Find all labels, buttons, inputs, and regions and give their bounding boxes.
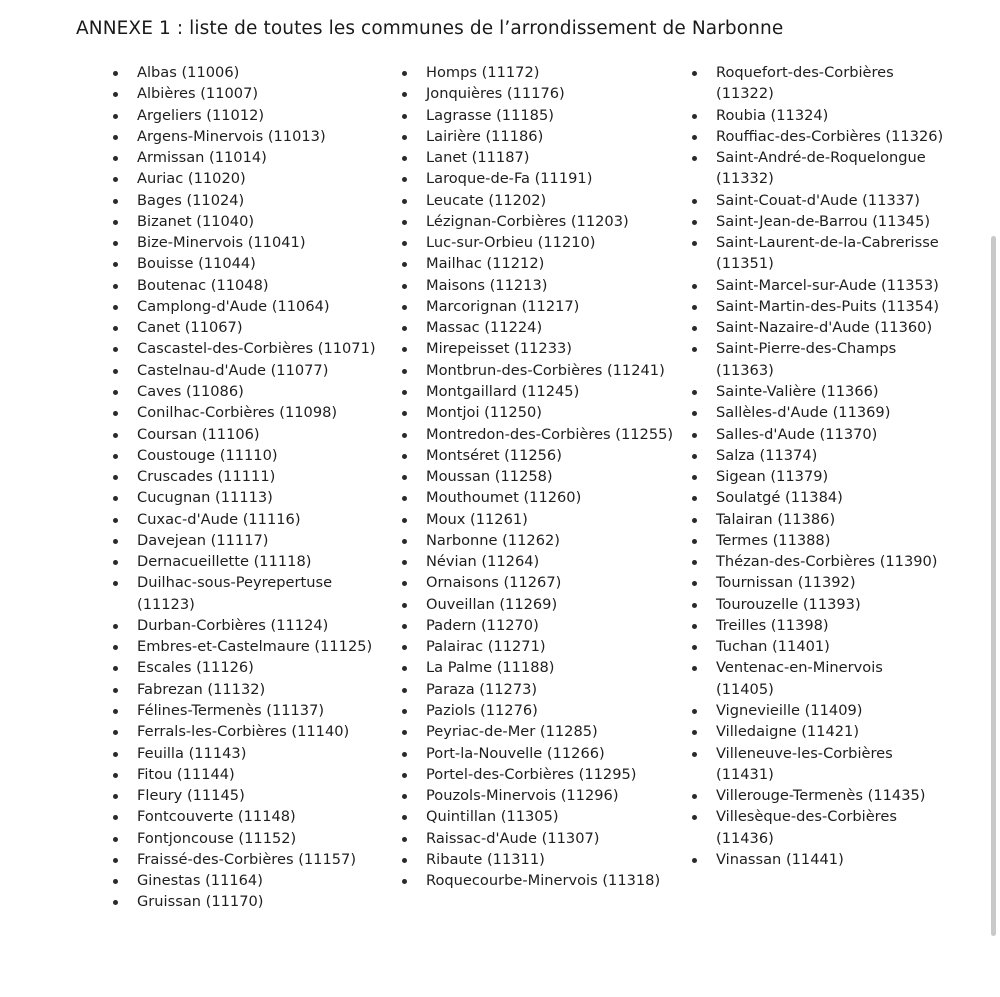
commune-list-item: Ventenac-en-Minervois (11405) xyxy=(690,657,945,700)
commune-list-item: Treilles (11398) xyxy=(690,615,945,636)
commune-list-item: Dernacueillette (11118) xyxy=(111,551,381,572)
commune-list-item: Argens-Minervois (11013) xyxy=(111,126,381,147)
commune-list-item: Saint-André-de-Roquelongue (11332) xyxy=(690,147,945,190)
commune-list-column-3 xyxy=(690,62,945,870)
commune-list-item: Paziols (11276) xyxy=(400,700,675,721)
commune-list-item: Camplong-d'Aude (11064) xyxy=(111,296,381,317)
commune-list-item: Armissan (11014) xyxy=(111,147,381,168)
commune-list-item: Raissac-d'Aude (11307) xyxy=(400,828,675,849)
commune-list-item: Salles-d'Aude (11370) xyxy=(690,424,945,445)
commune-list-item: Saint-Nazaire-d'Aude (11360) xyxy=(690,317,945,338)
commune-list-item: Bouisse (11044) xyxy=(111,253,381,274)
commune-list-column-2 xyxy=(400,62,675,891)
commune-list-item: Coustouge (11110) xyxy=(111,445,381,466)
commune-list-item: Duilhac-sous-Peyrepertuse (11123) xyxy=(111,572,381,615)
commune-list-item: Ginestas (11164) xyxy=(111,870,381,891)
commune-list-item: Lézignan-Corbières (11203) xyxy=(400,211,675,232)
commune-list-item: Padern (11270) xyxy=(400,615,675,636)
commune-list-item: Ouveillan (11269) xyxy=(400,594,675,615)
commune-list-item: Coursan (11106) xyxy=(111,424,381,445)
commune-list-item: Fontjoncouse (11152) xyxy=(111,828,381,849)
commune-list-item: Roubia (11324) xyxy=(690,105,945,126)
commune-list-item: Canet (11067) xyxy=(111,317,381,338)
commune-list-item: Villedaigne (11421) xyxy=(690,721,945,742)
commune-list-item: Mailhac (11212) xyxy=(400,253,675,274)
commune-list-item: Embres-et-Castelmaure (11125) xyxy=(111,636,381,657)
commune-list-item: Lairière (11186) xyxy=(400,126,675,147)
commune-list-item: Cucugnan (11113) xyxy=(111,487,381,508)
commune-list-item: Saint-Laurent-de-la-Cabrerisse (11351) xyxy=(690,232,945,275)
commune-list-item: Cascastel-des-Corbières (11071) xyxy=(111,338,381,359)
commune-list-item: La Palme (11188) xyxy=(400,657,675,678)
commune-list-item: Argeliers (11012) xyxy=(111,105,381,126)
commune-list-item: Pouzols-Minervois (11296) xyxy=(400,785,675,806)
commune-list-item: Fontcouverte (11148) xyxy=(111,806,381,827)
commune-list-item: Moussan (11258) xyxy=(400,466,675,487)
commune-list-item: Salza (11374) xyxy=(690,445,945,466)
commune-list-item: Montbrun-des-Corbières (11241) xyxy=(400,360,675,381)
commune-list-item: Ribaute (11311) xyxy=(400,849,675,870)
commune-list-item: Tuchan (11401) xyxy=(690,636,945,657)
commune-list-item: Ferrals-les-Corbières (11140) xyxy=(111,721,381,742)
commune-list-item: Paraza (11273) xyxy=(400,679,675,700)
commune-list-item: Caves (11086) xyxy=(111,381,381,402)
commune-list-item: Sigean (11379) xyxy=(690,466,945,487)
commune-list-item: Saint-Marcel-sur-Aude (11353) xyxy=(690,275,945,296)
commune-list-item: Fraissé-des-Corbières (11157) xyxy=(111,849,381,870)
commune-list-item: Vinassan (11441) xyxy=(690,849,945,870)
document-title: ANNEXE 1 : liste de toutes les communes de l’arrondissement de Narbonne xyxy=(76,18,784,39)
commune-list-item: Palairac (11271) xyxy=(400,636,675,657)
commune-list-item: Luc-sur-Orbieu (11210) xyxy=(400,232,675,253)
commune-list-item: Montredon-des-Corbières (11255) xyxy=(400,424,675,445)
commune-list-item: Saint-Jean-de-Barrou (11345) xyxy=(690,211,945,232)
commune-list-item: Gruissan (11170) xyxy=(111,891,381,912)
commune-list-item: Bages (11024) xyxy=(111,190,381,211)
commune-list-item: Bizanet (11040) xyxy=(111,211,381,232)
commune-list-item: Port-la-Nouvelle (11266) xyxy=(400,743,675,764)
commune-list-item: Mirepeisset (11233) xyxy=(400,338,675,359)
commune-list-item: Leucate (11202) xyxy=(400,190,675,211)
scrollbar[interactable] xyxy=(991,236,996,936)
commune-list-item: Massac (11224) xyxy=(400,317,675,338)
commune-list-item: Vignevieille (11409) xyxy=(690,700,945,721)
commune-list-item: Fabrezan (11132) xyxy=(111,679,381,700)
commune-list-item: Albières (11007) xyxy=(111,83,381,104)
commune-list-item: Homps (11172) xyxy=(400,62,675,83)
commune-list-item: Peyriac-de-Mer (11285) xyxy=(400,721,675,742)
commune-list-item: Thézan-des-Corbières (11390) xyxy=(690,551,945,572)
commune-list-item: Escales (11126) xyxy=(111,657,381,678)
commune-list-item: Talairan (11386) xyxy=(690,509,945,530)
commune-list-item: Fitou (11144) xyxy=(111,764,381,785)
commune-list-item: Durban-Corbières (11124) xyxy=(111,615,381,636)
commune-list-item: Auriac (11020) xyxy=(111,168,381,189)
commune-list-item: Rouffiac-des-Corbières (11326) xyxy=(690,126,945,147)
commune-list-item: Tournissan (11392) xyxy=(690,572,945,593)
commune-list-item: Marcorignan (11217) xyxy=(400,296,675,317)
commune-list-item: Montséret (11256) xyxy=(400,445,675,466)
commune-list-item: Albas (11006) xyxy=(111,62,381,83)
commune-list-item: Soulatgé (11384) xyxy=(690,487,945,508)
commune-list-item: Saint-Couat-d'Aude (11337) xyxy=(690,190,945,211)
commune-list-item: Feuilla (11143) xyxy=(111,743,381,764)
commune-list-item: Villesèque-des-Corbières (11436) xyxy=(690,806,945,849)
commune-list-item: Montgaillard (11245) xyxy=(400,381,675,402)
commune-list-item: Tourouzelle (11393) xyxy=(690,594,945,615)
commune-list-item: Quintillan (11305) xyxy=(400,806,675,827)
commune-list-item: Saint-Pierre-des-Champs (11363) xyxy=(690,338,945,381)
commune-list-column-1 xyxy=(111,62,381,913)
commune-list-item: Félines-Termenès (11137) xyxy=(111,700,381,721)
commune-list-item: Portel-des-Corbières (11295) xyxy=(400,764,675,785)
commune-list-item: Sallèles-d'Aude (11369) xyxy=(690,402,945,423)
commune-list-item: Castelnau-d'Aude (11077) xyxy=(111,360,381,381)
commune-list-item: Jonquières (11176) xyxy=(400,83,675,104)
commune-list-item: Cuxac-d'Aude (11116) xyxy=(111,509,381,530)
commune-list-item: Lanet (11187) xyxy=(400,147,675,168)
commune-list-item: Cruscades (11111) xyxy=(111,466,381,487)
commune-list-item: Sainte-Valière (11366) xyxy=(690,381,945,402)
commune-list-item: Fleury (11145) xyxy=(111,785,381,806)
commune-list-item: Mouthoumet (11260) xyxy=(400,487,675,508)
commune-list-item: Conilhac-Corbières (11098) xyxy=(111,402,381,423)
commune-list-item: Davejean (11117) xyxy=(111,530,381,551)
commune-list-item: Termes (11388) xyxy=(690,530,945,551)
commune-list-item: Boutenac (11048) xyxy=(111,275,381,296)
commune-list-item: Saint-Martin-des-Puits (11354) xyxy=(690,296,945,317)
commune-list-item: Laroque-de-Fa (11191) xyxy=(400,168,675,189)
commune-list-item: Montjoi (11250) xyxy=(400,402,675,423)
commune-list-item: Villeneuve-les-Corbières (11431) xyxy=(690,743,945,786)
commune-list-item: Roquecourbe-Minervois (11318) xyxy=(400,870,675,891)
commune-list-item: Ornaisons (11267) xyxy=(400,572,675,593)
commune-list-item: Moux (11261) xyxy=(400,509,675,530)
commune-list-item: Narbonne (11262) xyxy=(400,530,675,551)
commune-list-item: Roquefort-des-Corbières (11322) xyxy=(690,62,945,105)
commune-list-item: Névian (11264) xyxy=(400,551,675,572)
commune-list-item: Bize-Minervois (11041) xyxy=(111,232,381,253)
commune-list-item: Villerouge-Termenès (11435) xyxy=(690,785,945,806)
commune-list-item: Lagrasse (11185) xyxy=(400,105,675,126)
commune-list-item: Maisons (11213) xyxy=(400,275,675,296)
